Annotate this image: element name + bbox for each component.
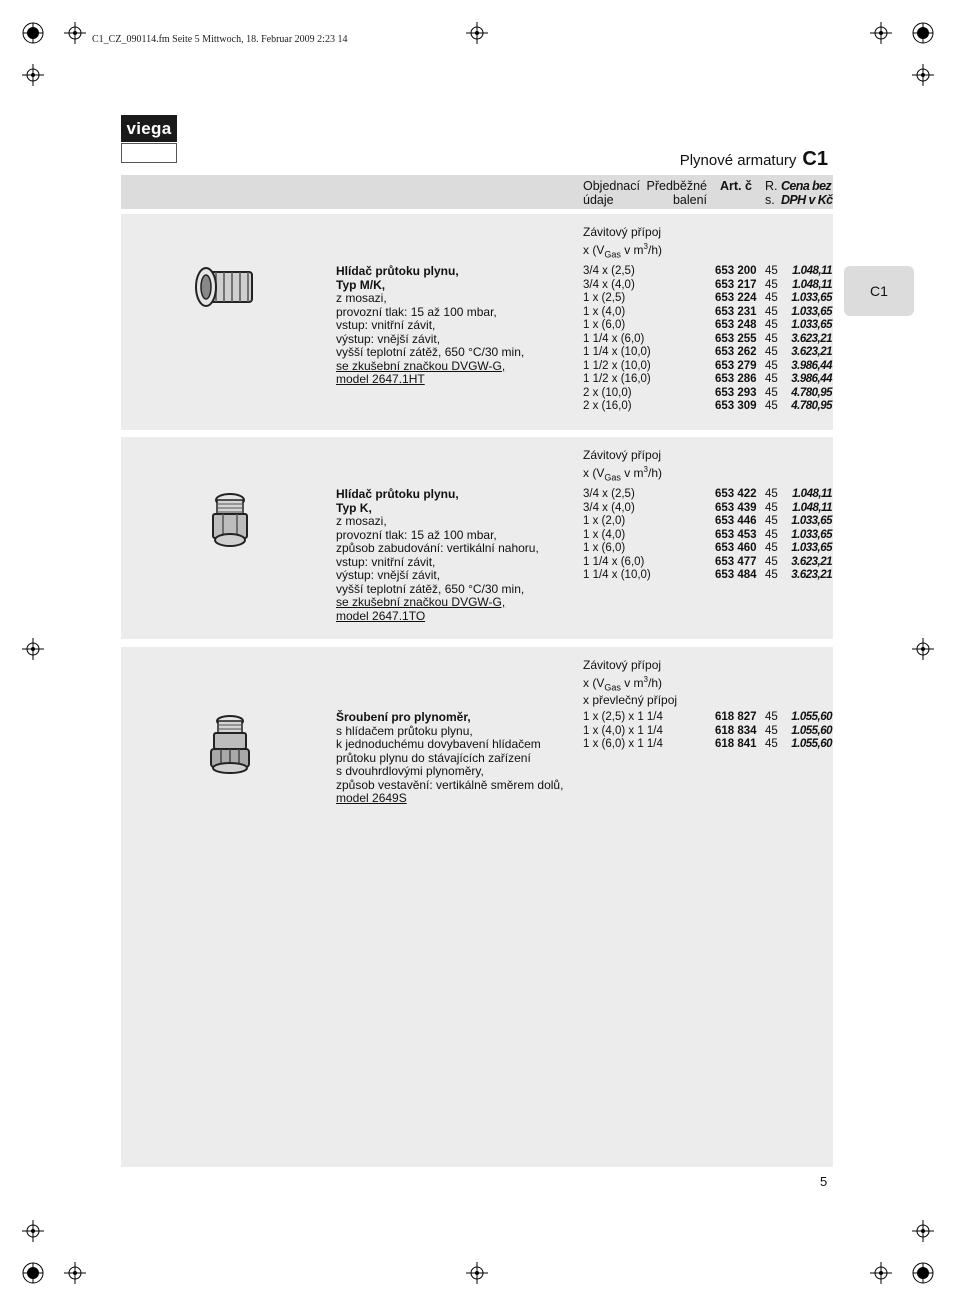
- art-number-cell: 618 834: [715, 724, 757, 737]
- table-row: [583, 542, 833, 556]
- desc-line: vyšší teplotní zátěž, 650 °C/30 min,: [336, 581, 525, 596]
- price-cell: 3.623,21: [791, 555, 832, 568]
- pack-qty-cell: 45: [765, 319, 778, 331]
- size-cell: 1 1/4 x (10,0): [583, 346, 651, 358]
- product-3-caption: [583, 659, 677, 708]
- print-slug: C1_CZ_090114.fm Seite 5 Mittwoch, 18. Februar 2009 2:23 14: [92, 34, 348, 45]
- art-number-cell: 653 279: [715, 359, 757, 372]
- caption-line: x převlečný přípoj: [583, 693, 678, 708]
- pack-qty-cell: 45: [765, 528, 778, 541]
- size-cell: 1 x (2,5) x 1 1/4: [583, 711, 663, 723]
- model-code: model 2647.1HT: [336, 372, 425, 386]
- caption-sup: 3: [643, 241, 648, 251]
- table-row: [583, 265, 833, 279]
- price-cell: 1.033,65: [791, 528, 832, 541]
- caption-part: /h): [647, 675, 662, 690]
- desc-line: výstup: vnější závit,: [336, 568, 441, 582]
- header-price-line2: DPH v Kč: [781, 193, 833, 207]
- size-cell: 1 1/2 x (16,0): [583, 373, 651, 385]
- price-cell: 4.780,95: [791, 386, 832, 399]
- caption-part: x (V: [583, 675, 605, 690]
- art-number-cell: 653 484: [715, 569, 757, 581]
- price-cell: 3.623,21: [791, 569, 832, 581]
- header-order: [583, 179, 640, 207]
- desc-line-underlined: se zkušební značkou DVGW-G,: [336, 595, 506, 609]
- size-cell: 2 x (16,0): [583, 400, 632, 412]
- desc-line: provozní tlak: 15 až 100 mbar,: [336, 527, 497, 542]
- caption-sub: Gas: [604, 471, 621, 482]
- price-cell: 3.986,44: [791, 359, 832, 372]
- pack-qty-cell: 45: [765, 724, 778, 737]
- product-1-description: [336, 265, 524, 387]
- art-number-cell: 653 453: [715, 528, 757, 541]
- table-row: [583, 319, 833, 333]
- crosshair-mark-icon: [466, 22, 488, 44]
- viega-logo: viega: [121, 115, 177, 142]
- product-1-caption: [583, 226, 662, 261]
- size-cell: 1 x (6,0) x 1 1/4: [583, 738, 663, 750]
- gas-flow-limiter-mk-icon: [190, 262, 260, 312]
- chapter-tab: C1: [844, 266, 914, 316]
- crosshair-mark-icon: [912, 64, 934, 86]
- price-cell: 1.033,65: [791, 542, 832, 554]
- header-art: Art. č: [720, 179, 752, 193]
- table-row: [583, 400, 833, 414]
- desc-line: k jednoduchému dovybavení hlídačem: [336, 737, 541, 751]
- price-cell: 3.623,21: [791, 346, 832, 358]
- header-r-line1: R.: [765, 179, 778, 193]
- pack-qty-cell: 45: [765, 265, 778, 277]
- size-cell: 3/4 x (2,5): [583, 265, 635, 277]
- header-pack: [645, 179, 707, 207]
- table-row: [583, 373, 833, 387]
- size-cell: 1 x (4,0): [583, 305, 626, 318]
- crosshair-mark-icon: [870, 1262, 892, 1284]
- price-cell: 4.780,95: [791, 400, 832, 412]
- size-cell: 1 x (6,0): [583, 319, 626, 331]
- pack-qty-cell: 45: [765, 292, 778, 304]
- product-type: Typ M/K,: [336, 277, 386, 292]
- desc-line: průtoku plynu do stávajících zařízení: [336, 750, 531, 765]
- desc-line: způsob zabudování: vertikální nahoru,: [336, 541, 539, 555]
- caption-part: /h): [647, 465, 662, 480]
- model-code: model 2647.1TO: [336, 608, 426, 623]
- size-cell: 1 1/2 x (10,0): [583, 359, 651, 372]
- pack-qty-cell: 45: [765, 305, 778, 318]
- pack-qty-cell: 45: [765, 386, 778, 399]
- table-row: [583, 360, 833, 374]
- crosshair-mark-icon: [22, 1220, 44, 1242]
- size-cell: 1 1/4 x (6,0): [583, 555, 645, 568]
- art-number-cell: 653 224: [715, 292, 757, 304]
- price-cell: 1.033,65: [791, 319, 832, 331]
- desc-line: vstup: vnitřní závit,: [336, 318, 436, 332]
- caption-part: x (V: [583, 242, 605, 257]
- section-title: [680, 148, 828, 171]
- size-cell: 1 x (6,0): [583, 542, 626, 554]
- table-row: [583, 529, 833, 543]
- header-price-line1: Cena bez: [781, 179, 832, 193]
- product-1-rows: [583, 265, 833, 414]
- desc-line: z mosazi,: [336, 514, 387, 528]
- size-cell: 1 1/4 x (10,0): [583, 569, 651, 581]
- registration-mark-icon: [912, 1262, 934, 1284]
- art-number-cell: 653 477: [715, 555, 757, 568]
- product-type: Typ K,: [336, 500, 372, 515]
- table-row: [583, 711, 833, 725]
- model-code: model 2649S: [336, 791, 407, 805]
- art-number-cell: 653 460: [715, 542, 757, 554]
- art-number-cell: 653 309: [715, 400, 757, 412]
- desc-line: vyšší teplotní zátěž, 650 °C/30 min,: [336, 345, 525, 359]
- pack-qty-cell: 45: [765, 278, 778, 291]
- art-number-cell: 653 217: [715, 278, 757, 291]
- art-number-cell: 618 841: [715, 738, 757, 750]
- crosshair-mark-icon: [912, 638, 934, 660]
- caption-line: Závitový přípoj: [583, 658, 662, 672]
- caption-line: [583, 463, 662, 485]
- caption-part: v m: [620, 242, 644, 257]
- product-2-description: [336, 488, 539, 623]
- price-cell: 1.033,65: [791, 515, 832, 527]
- caption-part: x (V: [583, 465, 605, 480]
- header-pack-line2: balení: [672, 193, 707, 207]
- pack-qty-cell: 45: [765, 488, 778, 500]
- price-cell: 1.048,11: [792, 488, 832, 500]
- art-number-cell: 653 262: [715, 346, 757, 358]
- table-row: [583, 515, 833, 529]
- art-number-cell: 653 231: [715, 305, 757, 318]
- header-r-line2: s.: [765, 193, 775, 207]
- product-title: Hlídač průtoku plynu,: [336, 264, 459, 278]
- caption-part: /h): [647, 242, 662, 257]
- art-number-cell: 653 439: [715, 501, 757, 514]
- pack-qty-cell: 45: [765, 711, 778, 723]
- price-cell: 1.033,65: [791, 305, 832, 318]
- caption-sup: 3: [643, 464, 648, 474]
- logo-box: [121, 143, 177, 163]
- crosshair-mark-icon: [64, 1262, 86, 1284]
- table-row: [583, 569, 833, 583]
- crosshair-mark-icon: [870, 22, 892, 44]
- art-number-cell: 653 293: [715, 386, 757, 399]
- art-number-cell: 618 827: [715, 711, 757, 723]
- size-cell: 1 x (4,0) x 1 1/4: [583, 724, 663, 737]
- product-title: Šroubení pro plynoměr,: [336, 710, 471, 724]
- caption-line: Závitový přípoj: [583, 225, 662, 239]
- section-title-text: Plynové armatury: [679, 152, 797, 169]
- price-cell: 3.986,44: [791, 373, 832, 385]
- caption-line: [583, 240, 662, 262]
- table-row: [583, 738, 833, 752]
- desc-line: s hlídačem průtoku plynu,: [336, 723, 473, 738]
- art-number-cell: 653 248: [715, 319, 757, 331]
- art-number-cell: 653 255: [715, 332, 757, 345]
- art-number-cell: 653 200: [715, 265, 757, 277]
- header-pack-line1: Předběžné: [646, 179, 707, 193]
- caption-sub: Gas: [604, 248, 621, 259]
- crosshair-mark-icon: [466, 1262, 488, 1284]
- size-cell: 3/4 x (2,5): [583, 488, 635, 500]
- crosshair-mark-icon: [22, 638, 44, 660]
- price-cell: 1.055,60: [791, 724, 832, 737]
- product-3-description: [336, 711, 563, 806]
- size-cell: 1 1/4 x (6,0): [583, 332, 645, 345]
- caption-sub: Gas: [604, 681, 621, 692]
- desc-line: způsob vestavění: vertikálně směrem dolů,: [336, 777, 564, 792]
- registration-mark-icon: [912, 22, 934, 44]
- pack-qty-cell: 45: [765, 555, 778, 568]
- caption-line: [583, 673, 677, 695]
- table-row: [583, 387, 833, 401]
- size-cell: 3/4 x (4,0): [583, 278, 635, 291]
- table-row: [583, 306, 833, 320]
- product-title: Hlídač průtoku plynu,: [336, 487, 459, 501]
- pack-qty-cell: 45: [765, 373, 778, 385]
- caption-sup: 3: [643, 674, 648, 684]
- price-cell: 3.623,21: [791, 332, 832, 345]
- pack-qty-cell: 45: [765, 569, 778, 581]
- size-cell: 1 x (2,0): [583, 515, 626, 527]
- desc-line: provozní tlak: 15 až 100 mbar,: [336, 304, 497, 319]
- size-cell: 2 x (10,0): [583, 386, 632, 399]
- pack-qty-cell: 45: [765, 400, 778, 412]
- product-2-caption: [583, 449, 662, 484]
- table-row: [583, 292, 833, 306]
- gas-meter-union-icon: [205, 713, 255, 775]
- size-cell: 1 x (2,5): [583, 292, 626, 304]
- page-number: 5: [820, 1174, 828, 1189]
- gas-flow-limiter-k-icon: [205, 490, 255, 552]
- price-cell: 1.048,11: [792, 265, 832, 277]
- header-order-line1: Objednací: [583, 179, 640, 193]
- pack-qty-cell: 45: [765, 501, 778, 514]
- price-cell: 1.055,60: [791, 711, 832, 723]
- caption-line: Závitový přípoj: [583, 448, 662, 462]
- product-2-rows: [583, 488, 833, 583]
- pack-qty-cell: 45: [765, 346, 778, 358]
- price-cell: 1.048,11: [792, 278, 832, 291]
- header-order-line2: údaje: [583, 193, 614, 207]
- crosshair-mark-icon: [64, 22, 86, 44]
- desc-line: výstup: vnější závit,: [336, 331, 441, 346]
- pack-qty-cell: 45: [765, 515, 778, 527]
- art-number-cell: 653 422: [715, 488, 757, 500]
- table-row: [583, 279, 833, 293]
- desc-line-underlined: se zkušební značkou DVGW-G,: [336, 358, 506, 373]
- size-cell: 3/4 x (4,0): [583, 501, 635, 514]
- size-cell: 1 x (4,0): [583, 528, 626, 541]
- art-number-cell: 653 446: [715, 515, 757, 527]
- pack-qty-cell: 45: [765, 359, 778, 372]
- desc-line: s dvouhrdlovými plynoměry,: [336, 764, 484, 778]
- registration-mark-icon: [22, 1262, 44, 1284]
- crosshair-mark-icon: [22, 64, 44, 86]
- caption-part: v m: [620, 675, 644, 690]
- crosshair-mark-icon: [912, 1220, 934, 1242]
- pack-qty-cell: 45: [765, 738, 778, 750]
- art-number-cell: 653 286: [715, 373, 757, 385]
- price-cell: 1.055,60: [791, 738, 832, 750]
- header-price: [781, 179, 833, 207]
- table-row: [583, 725, 833, 739]
- table-row: [583, 488, 833, 502]
- price-cell: 1.048,11: [792, 501, 832, 514]
- table-row: [583, 346, 833, 360]
- desc-line: vstup: vnitřní závit,: [336, 554, 436, 569]
- section-code: C1: [802, 148, 828, 170]
- product-3-rows: [583, 711, 833, 752]
- caption-part: v m: [620, 465, 644, 480]
- pack-qty-cell: 45: [765, 332, 778, 345]
- table-row: [583, 556, 833, 570]
- desc-line: z mosazi,: [336, 291, 387, 305]
- price-cell: 1.033,65: [791, 292, 832, 304]
- table-row: [583, 333, 833, 347]
- registration-mark-icon: [22, 22, 44, 44]
- table-row: [583, 502, 833, 516]
- header-r: [765, 179, 778, 207]
- pack-qty-cell: 45: [765, 542, 778, 554]
